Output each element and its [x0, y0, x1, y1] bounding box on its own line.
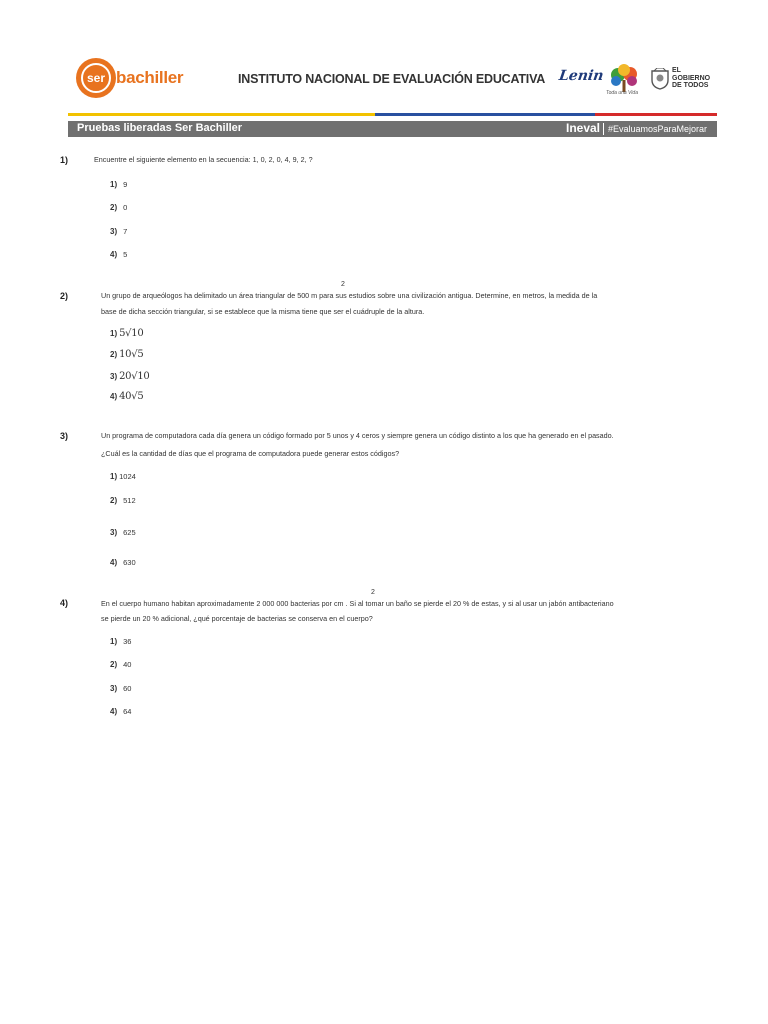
option-number: 1) — [110, 329, 118, 338]
option-number: 2) — [110, 660, 118, 669]
option-value: 36 — [123, 637, 132, 646]
option[interactable] — [110, 371, 149, 382]
logo-prefix: ser — [81, 63, 111, 93]
banner-hashtag: #EvaluamosParaMejorar — [608, 124, 708, 134]
option[interactable] — [110, 391, 143, 402]
question-text-line: Un grupo de arqueólogos ha delimitado un área triangular de 500 m para sus estudios sobre una civilización antigua. Determine, en metros, la medida de la — [101, 291, 598, 300]
option-value: 60 — [123, 684, 132, 693]
question-number: 1) — [60, 155, 69, 165]
option-value: 40√5 — [119, 391, 144, 402]
banner — [68, 121, 717, 137]
option[interactable] — [110, 637, 131, 646]
question-text-line: ¿Cuál es la cantidad de días que el programa de computadora puede generar estos códigos? — [101, 449, 400, 458]
gov-line-2: GOBIERNO — [672, 74, 711, 82]
stripe-red — [595, 113, 717, 116]
option-number: 3) — [110, 684, 118, 693]
superscript: 2 — [371, 589, 375, 596]
banner-brand: Ineval — [566, 121, 601, 135]
option-number: 3) — [110, 227, 118, 236]
ser-bachiller-logo — [76, 58, 184, 102]
stripe-yellow — [68, 113, 375, 116]
option[interactable] — [110, 558, 136, 567]
option-value: 20√10 — [119, 371, 150, 382]
option[interactable] — [110, 528, 136, 537]
question-text-line: En el cuerpo humano habitan aproximadamente 2 000 000 bacterias por cm . Si al tomar un baño se pierde el 20 % de estas, y si al usar un jabón antibacteriano — [101, 599, 614, 608]
option-value: 512 — [123, 496, 136, 505]
option-number: 1) — [110, 472, 118, 481]
option[interactable] — [110, 496, 136, 505]
option-value: 5 — [123, 250, 128, 259]
question-text: Encuentre el siguiente elemento en la secuencia: 1, 0, 2, 0, 4, 9, 2, ? — [94, 155, 313, 164]
option-value: 625 — [123, 528, 136, 537]
logo-ring-icon — [76, 58, 116, 98]
option[interactable] — [110, 349, 143, 360]
banner-divider — [603, 123, 604, 135]
option-value: 7 — [123, 227, 128, 236]
option-number: 1) — [110, 637, 118, 646]
option[interactable] — [110, 180, 127, 189]
superscript: 2 — [341, 281, 345, 288]
banner-title: Pruebas liberadas Ser Bachiller — [77, 122, 243, 134]
option-number: 2) — [110, 350, 118, 359]
question-text-line: Un programa de computadora cada día genera un código formado por 5 unos y 4 ceros y siempre genera un código distinto a los que ha generado en el pasado. — [101, 431, 614, 440]
option-value: 5√10 — [119, 328, 144, 339]
gov-line-3: DE TODOS — [672, 82, 709, 89]
option-number: 2) — [110, 203, 118, 212]
option[interactable] — [110, 707, 131, 716]
option[interactable] — [110, 472, 136, 481]
question-number: 3) — [60, 431, 69, 441]
stripe-blue — [375, 113, 595, 116]
option-number: 2) — [110, 496, 118, 505]
option-value: 9 — [123, 180, 128, 189]
question-number: 2) — [60, 291, 69, 301]
option-value: 630 — [123, 558, 136, 567]
option-number: 1) — [110, 180, 118, 189]
logo-word: bachiller — [116, 68, 184, 87]
option-number: 4) — [110, 558, 118, 567]
option-number: 4) — [110, 250, 118, 259]
option[interactable] — [110, 227, 127, 236]
lenin-logo: Lenin — [557, 68, 605, 84]
option-value: 1024 — [119, 472, 136, 481]
option[interactable] — [110, 328, 143, 339]
option-number: 4) — [110, 707, 118, 716]
option-number: 4) — [110, 392, 118, 401]
option[interactable] — [110, 203, 127, 212]
option[interactable] — [110, 660, 131, 669]
option[interactable] — [110, 684, 131, 693]
gov-logo-text — [672, 67, 710, 90]
option-number: 3) — [110, 528, 118, 537]
option-value: 0 — [123, 203, 128, 212]
question-number: 4) — [60, 598, 69, 608]
question-text-line: se pierde un 20 % adicional, ¿qué porcentaje de bacterias se conserva en el cuerpo? — [101, 614, 373, 623]
gov-line-1: EL — [672, 67, 681, 74]
option-value: 64 — [123, 707, 132, 716]
coat-of-arms-icon — [650, 68, 670, 90]
institute-title: INSTITUTO NACIONAL DE EVALUACIÓN EDUCATIVA — [238, 72, 546, 86]
tree-caption: Toda una Vida — [606, 90, 638, 96]
option-number: 3) — [110, 372, 118, 381]
option-value: 10√5 — [119, 349, 144, 360]
question-text-line: base de dicha sección triangular, si se establece que la misma tiene que ser el cuádruple de la altura. — [101, 307, 425, 316]
option-value: 40 — [123, 660, 132, 669]
option[interactable] — [110, 250, 127, 259]
